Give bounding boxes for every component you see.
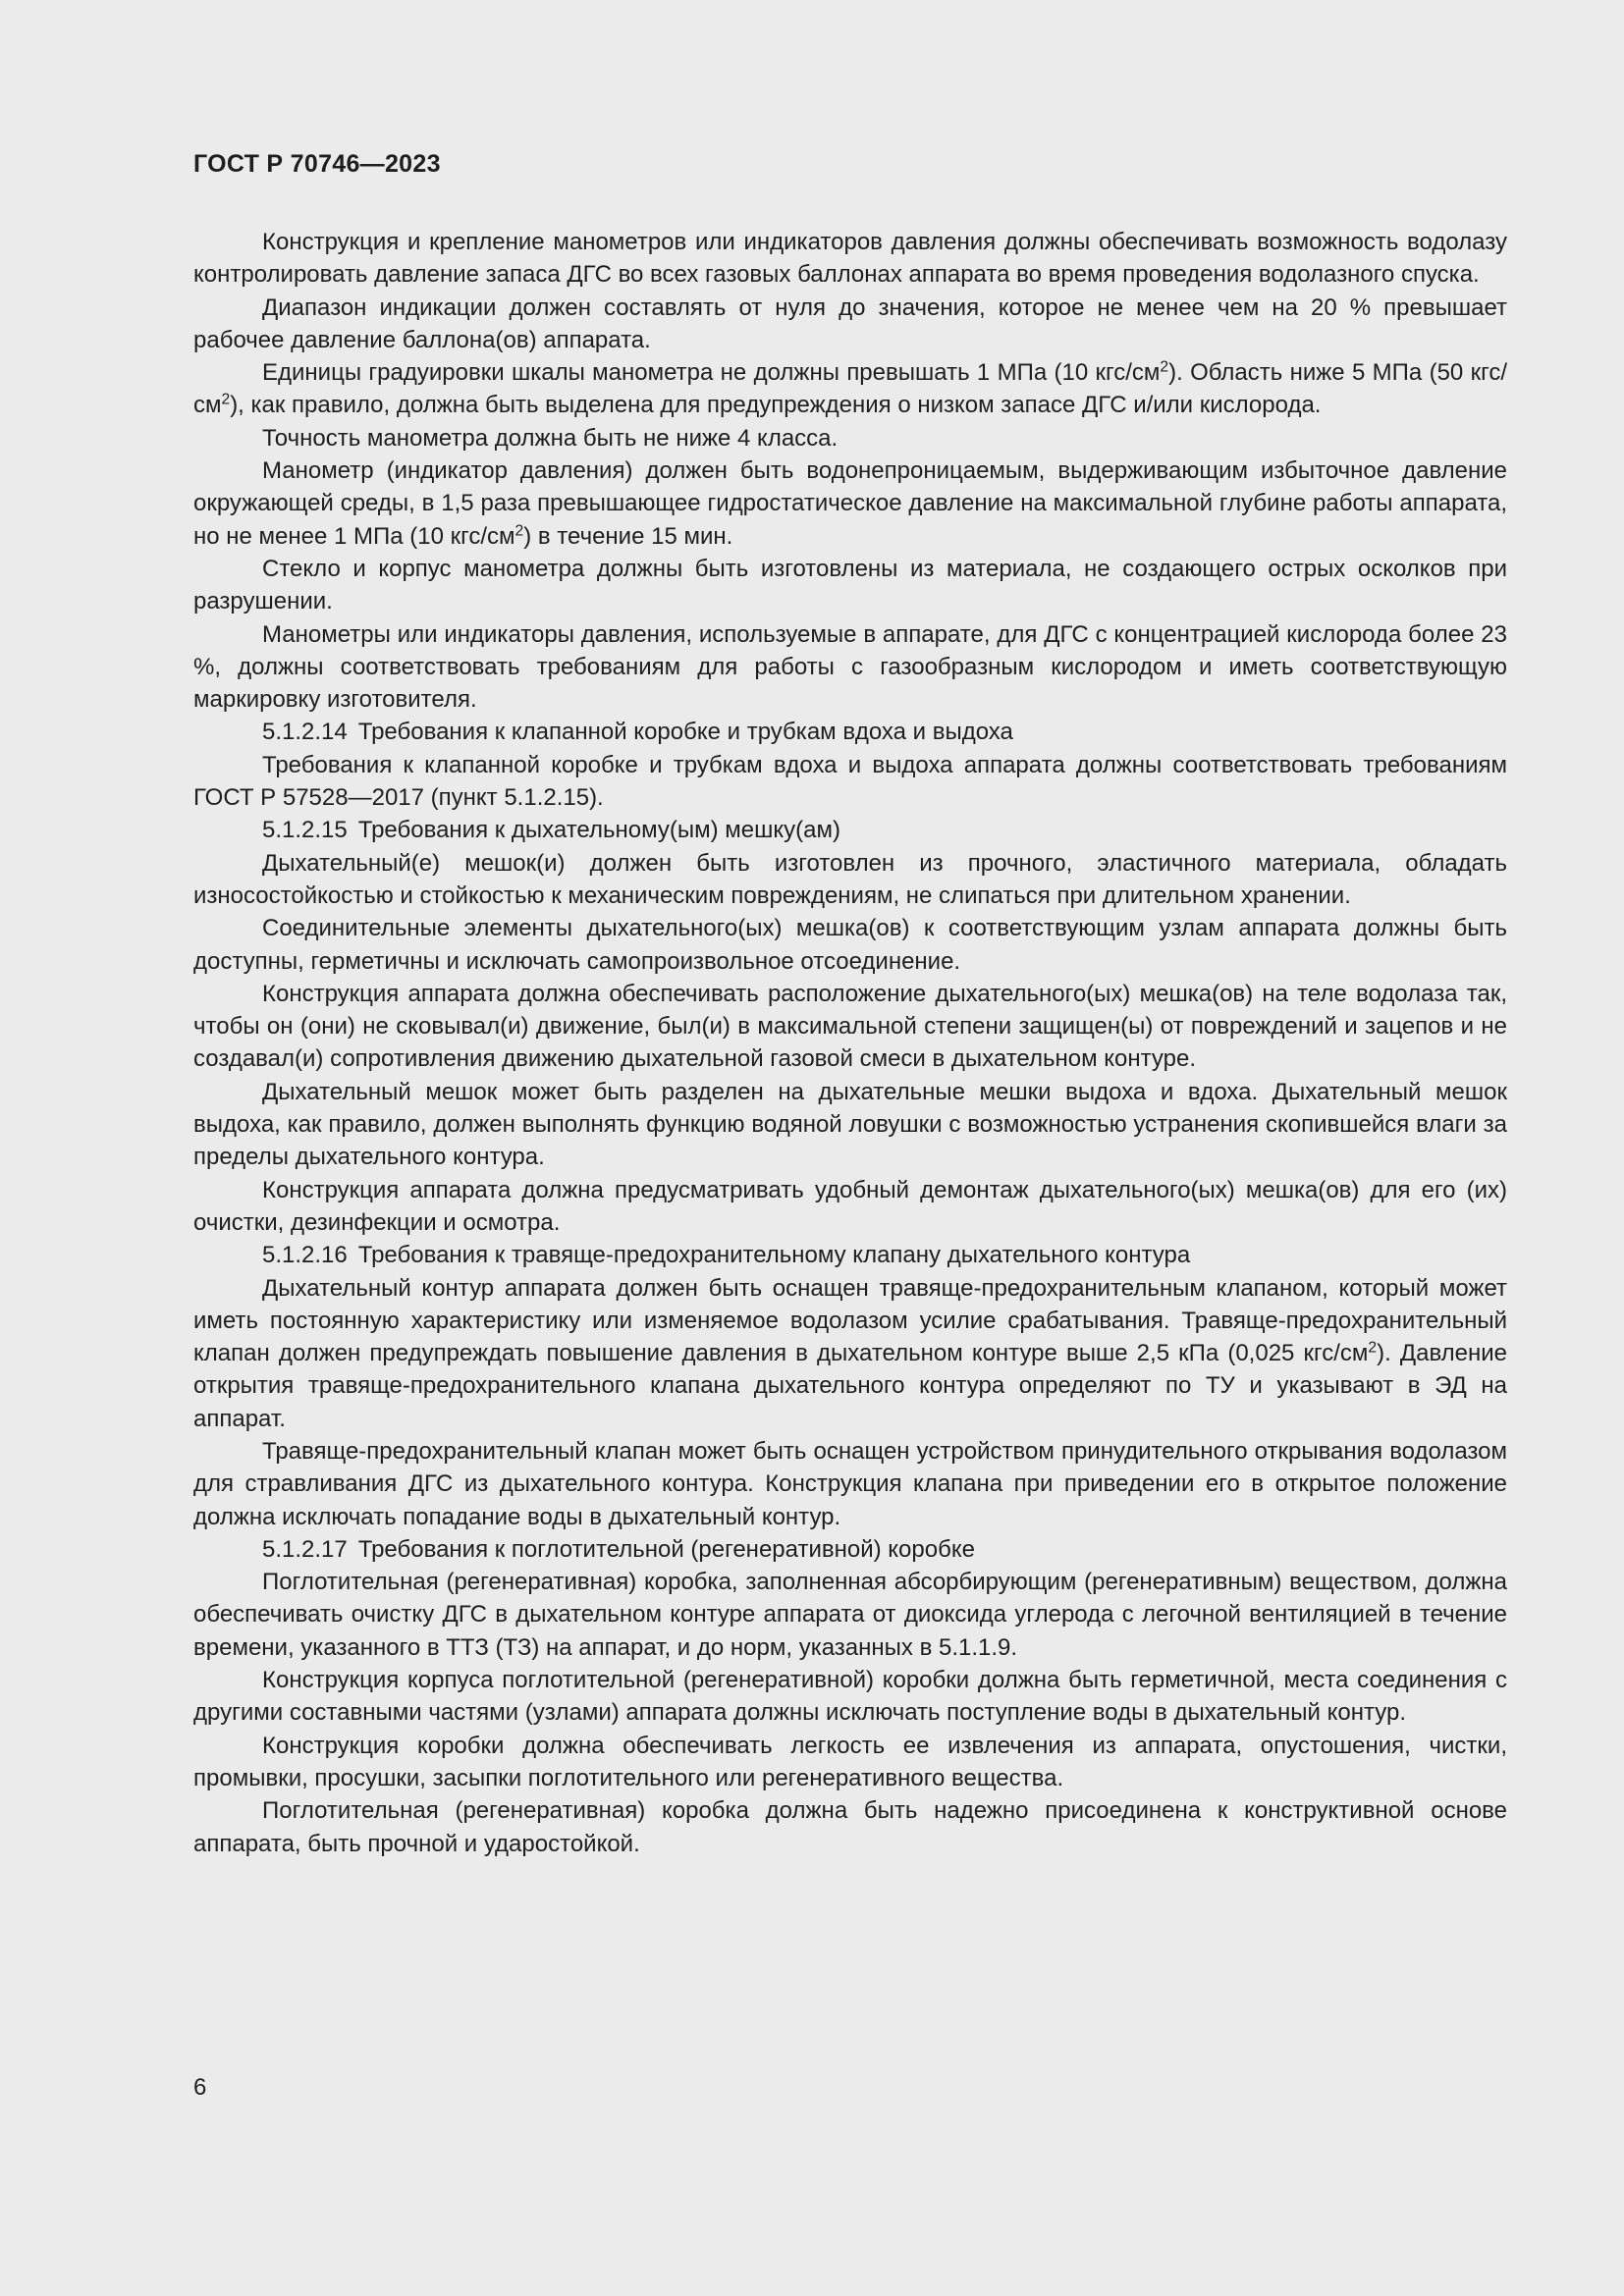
paragraph: Поглотительная (регенеративная) коробка, заполненная абсорбирующим (регенеративным) веществом, должна обеспечивать очистку ДГС в дыхательном контуре аппарата от диоксида углерода с легочной вентиляцией в течение времени, указанного в ТТЗ (ТЗ) на аппарат, и до норм, указанных в 5.1.1.9. <box>193 1569 1507 1661</box>
paragraph: Поглотительная (регенеративная) коробка должна быть надежно присоединена к конструктивной основе аппарата, быть прочной и ударостойкой. <box>193 1797 1507 1857</box>
paragraph: Конструкция коробки должна обеспечивать легкость ее извлечения из аппарата, опустошения, чистки, промывки, просушки, засыпки поглотительного или регенеративного вещества. <box>193 1732 1507 1791</box>
paragraph: Единицы градуировки шкалы манометра не должны превышать 1 МПа (10 кгс/$см^2$). Область ниже 5 МПа (50 кгс/$см^2$), как правило, должна быть выделена для предупреждения о низком запасе ДГС и/или кислорода. <box>193 358 1507 419</box>
section-title: Требования к поглотительной (регенеративной) коробке <box>357 1535 975 1563</box>
section-number: 5.1.2.14 <box>262 719 348 746</box>
section-heading <box>193 1239 1507 1271</box>
section-heading <box>193 716 1507 748</box>
paragraph: Требования к клапанной коробке и трубкам вдоха и выдоха аппарата должны соответствовать требованиям ГОСТ Р 57528—2017 (пункт 5.1.2.15). <box>193 751 1507 812</box>
section-heading <box>193 814 1507 846</box>
paragraph: Манометр (индикатор давления) должен быть водонепроницаемым, выдерживающим избыточное давление окружающей среды, в 1,5 раза превышающее гидростатическое давление на максимальной глубине работы аппарата, но не менее 1 МПа (10 кгс/$см^2$) в течение 15 мин. <box>193 457 1507 550</box>
paragraph: Дыхательный контур аппарата должен быть оснащен травяще-предохранительным клапаном, который может иметь постоянную характеристику или изменяемое водолазом усилие срабатывания. Травяще-предохранительный клапан должен предупреждать повышение давления в дыхательном контуре выше 2,5 кПа (0,025 кгс/$см^2$). Давление открытия травяще-предохранительного клапана дыхательного контура определяют по ТУ и указывают в ЭД на аппарат. <box>193 1274 1507 1432</box>
section-number: 5.1.2.15 <box>262 817 348 844</box>
paragraph: Конструкция аппарата должна предусматривать удобный демонтаж дыхательного(ых) мешка(ов) для его (их) очистки, дезинфекции и осмотра. <box>193 1176 1507 1236</box>
document-header: ГОСТ Р 70746—2023 <box>193 150 441 178</box>
paragraph: Диапазон индикации должен составлять от нуля до значения, которое не менее чем на 20 % превышает рабочее давление баллона(ов) аппарата. <box>193 294 1507 353</box>
section-heading <box>193 1533 1507 1566</box>
paragraph: Дыхательный(е) мешок(и) должен быть изготовлен из прочного, эластичного материала, обладать износостойкостью и стойкостью к механическим повреждениям, не слипаться при длительном хранении. <box>193 849 1507 909</box>
paragraph: Травяще-предохранительный клапан может быть оснащен устройством принудительного открывания водолазом для стравливания ДГС из дыхательного контура. Конструкция клапана при приведении его в открытое положение должна исключать попадание воды в дыхательный контур. <box>193 1437 1507 1530</box>
document-page <box>193 0 1507 2296</box>
paragraph: Дыхательный мешок может быть разделен на дыхательные мешки выдоха и вдоха. Дыхательный мешок выдоха, как правило, должен выполнять функцию водяной ловушки с возможностью устранения скопившейся влаги за пределы дыхательного контура. <box>193 1078 1507 1171</box>
paragraph: Конструкция и крепление манометров или индикаторов давления должны обеспечивать возможность водолазу контролировать давление запаса ДГС во всех газовых баллонах аппарата во время проведения водолазного спуска. <box>193 229 1507 289</box>
paragraph: Конструкция аппарата должна обеспечивать расположение дыхательного(ых) мешка(ов) на теле водолаза так, чтобы он (они) не сковывал(и) движение, был(и) в максимальной степени защищен(ы) от повреждений и зацепов и не создавал(и) сопротивления движению дыхательной газовой смеси в дыхательном контуре. <box>193 980 1507 1073</box>
paragraph: Соединительные элементы дыхательного(ых) мешка(ов) к соответствующим узлам аппарата должны быть доступны, герметичны и исключать самопроизвольное отсоединение. <box>193 915 1507 975</box>
paragraph: Конструкция корпуса поглотительной (регенеративной) коробки должна быть герметичной, места соединения с другими составными частями (узлами) аппарата должны исключать поступление воды в дыхательный контур. <box>193 1667 1507 1727</box>
section-title: Требования к дыхательному(ым) мешку(ам) <box>357 817 840 844</box>
page-number: 6 <box>193 2074 207 2101</box>
document-body <box>193 226 1507 1860</box>
paragraph: Стекло и корпус манометра должны быть изготовлены из материала, не создающего острых осколков при разрушении. <box>193 555 1507 615</box>
section-number: 5.1.2.17 <box>262 1535 348 1563</box>
section-number: 5.1.2.16 <box>262 1242 348 1269</box>
section-title: Требования к клапанной коробке и трубкам вдоха и выдоха <box>357 719 1013 746</box>
section-title: Требования к травяще-предохранительному клапану дыхательного контура <box>357 1242 1191 1269</box>
paragraph: Манометры или индикаторы давления, используемые в аппарате, для ДГС с концентрацией кислорода более 23 %, должны соответствовать требованиям для работы с газообразным кислородом и иметь соответствующую маркировку изготовителя. <box>193 620 1507 714</box>
paragraph: Точность манометра должна быть не ниже 4 класса. <box>262 424 839 452</box>
